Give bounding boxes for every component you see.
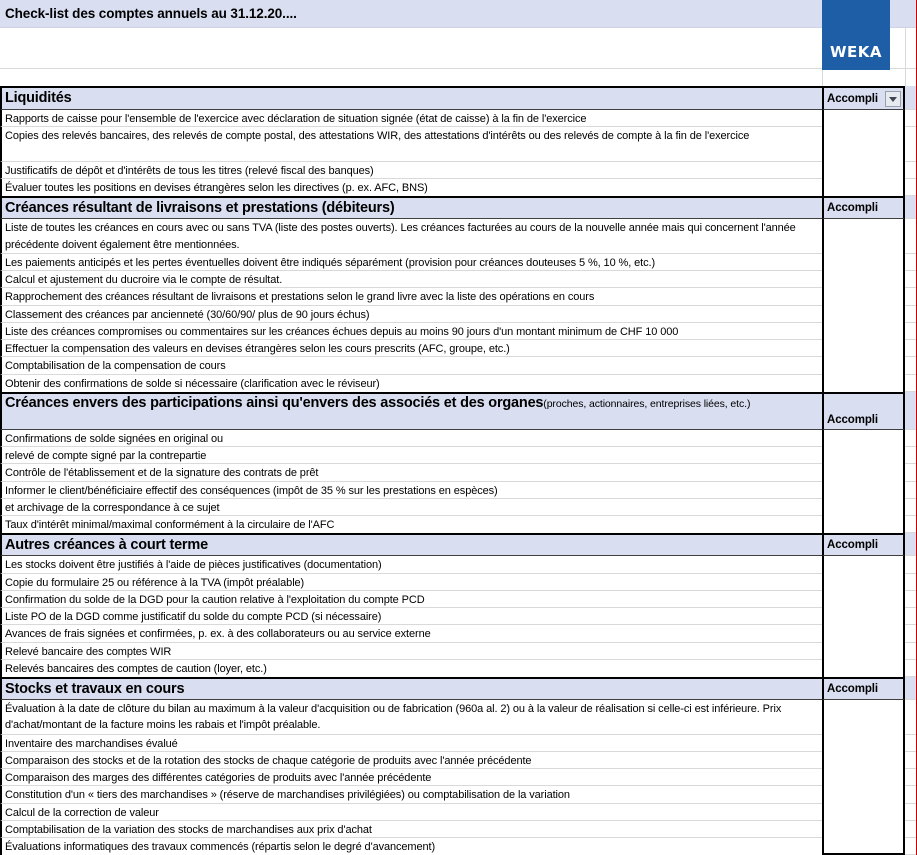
item-text: Calcul de la correction de valeur	[0, 804, 822, 821]
item-text: Rapprochement des créances résultant de livraisons et prestations selon le grand livre avec la liste des opérations en cours	[0, 288, 822, 305]
status-cell[interactable]	[822, 786, 905, 803]
status-label: Accompli	[827, 683, 878, 695]
item-text: Comptabilisation de la variation des stocks de marchandises aux prix d'achat	[0, 821, 822, 838]
section-title: Créances résultant de livraisons et prestations (débiteurs)	[5, 200, 395, 217]
sliver-cell	[905, 196, 917, 219]
title-bar	[0, 0, 916, 28]
section-header-creances-debiteurs	[0, 196, 917, 219]
item-text: Relevé bancaire des comptes WIR	[0, 643, 822, 660]
status-cell[interactable]	[822, 162, 905, 179]
gridline-horizontal	[0, 68, 916, 69]
sliver-cell	[905, 574, 917, 591]
item-text: Liste PO de la DGD comme justificatif du solde du compte PCD (si nécessaire)	[0, 608, 822, 625]
sliver-cell	[905, 288, 917, 305]
checklist-item-row	[0, 306, 917, 323]
item-text: Liste de toutes les créances en cours avec ou sans TVA (liste des postes ouverts). Les créances facturées au cours de la nouvelle année mais qui concernent l'année précédente doivent également être mentionnées.	[0, 219, 822, 254]
status-cell[interactable]	[822, 700, 905, 735]
status-header-cell[interactable]	[822, 196, 905, 219]
sliver-cell	[905, 375, 917, 392]
status-cell[interactable]	[822, 499, 905, 516]
status-cell[interactable]	[822, 447, 905, 464]
checklist-item-row	[0, 516, 917, 533]
item-text: Relevés bancaires des comptes de caution (loyer, etc.)	[0, 660, 822, 677]
status-cell[interactable]	[822, 625, 905, 642]
spacer-row	[0, 28, 916, 86]
status-header-cell[interactable]	[822, 392, 905, 430]
weka-logo	[822, 0, 890, 70]
sliver-cell	[905, 556, 917, 573]
checklist-item-row	[0, 219, 917, 254]
sliver-cell	[905, 179, 917, 196]
checklist-item-row	[0, 162, 917, 179]
item-text: Confirmations de solde signées en original ou	[0, 430, 822, 447]
item-text: Les paiements anticipés et les pertes éventuelles doivent être indiqués séparément (provision pour créances douteuses 5 %, 10 %, etc.)	[0, 254, 822, 271]
status-cell[interactable]	[822, 608, 905, 625]
status-cell[interactable]	[822, 821, 905, 838]
sliver-cell	[905, 323, 917, 340]
sliver-cell	[905, 254, 917, 271]
sliver-cell	[905, 219, 917, 254]
status-cell[interactable]	[822, 660, 905, 677]
checklist-item-row	[0, 769, 917, 786]
status-cell[interactable]	[822, 804, 905, 821]
item-text: Avances de frais signées et confirmées, p. ex. à des collaborateurs ou au service externe	[0, 625, 822, 642]
sliver-cell	[905, 752, 917, 769]
checklist-item-row	[0, 821, 917, 838]
checklist-item-row	[0, 430, 917, 447]
section-header-creances-participations	[0, 392, 917, 430]
section-title-cell	[0, 86, 822, 110]
checklist-item-row	[0, 591, 917, 608]
status-cell[interactable]	[822, 591, 905, 608]
sliver-cell	[905, 608, 917, 625]
item-text: Calcul et ajustement du ducroire via le compte de résultat.	[0, 271, 822, 288]
checklist-item-row	[0, 323, 917, 340]
section-header-liquidites	[0, 86, 917, 110]
checklist-item-row	[0, 375, 917, 392]
status-cell[interactable]	[822, 556, 905, 573]
checklist-item-row	[0, 271, 917, 288]
checklist-item-row	[0, 735, 917, 752]
status-cell[interactable]	[822, 430, 905, 447]
status-cell[interactable]	[822, 179, 905, 196]
status-cell[interactable]	[822, 574, 905, 591]
checklist-item-row	[0, 254, 917, 271]
sliver-cell	[905, 700, 917, 735]
section-title: Créances envers des participations ainsi qu'envers des associés et des organes	[5, 394, 544, 411]
status-cell[interactable]	[822, 375, 905, 392]
checklist-item-row	[0, 700, 917, 735]
section-title-cell	[0, 677, 822, 700]
item-text: Liste des créances compromises ou commentaires sur les créances échues depuis au moins 90 jours d'un montant minimum de CHF 10 000	[0, 323, 822, 340]
sliver-cell	[905, 430, 917, 447]
status-cell[interactable]	[822, 306, 905, 323]
item-text: Inventaire des marchandises évalué	[0, 735, 822, 752]
status-cell[interactable]	[822, 271, 905, 288]
status-cell[interactable]	[822, 464, 905, 481]
status-cell[interactable]	[822, 110, 905, 127]
item-text: relevé de compte signé par la contrepartie	[0, 447, 822, 464]
sliver-cell	[905, 643, 917, 660]
checklist-item-row	[0, 838, 917, 855]
status-cell[interactable]	[822, 516, 905, 533]
page-title: Check-list des comptes annuels au 31.12.20....	[5, 6, 297, 21]
sliver-cell	[905, 838, 917, 855]
sliver-cell	[905, 769, 917, 786]
checklist-item-row	[0, 660, 917, 677]
item-text: Classement des créances par ancienneté (30/60/90/ plus de 90 jours échus)	[0, 306, 822, 323]
status-cell[interactable]	[822, 838, 905, 855]
checklist-item-row	[0, 179, 917, 196]
status-cell[interactable]	[822, 735, 905, 752]
checklist-item-row	[0, 786, 917, 803]
checklist-item-row	[0, 482, 917, 499]
item-text: Informer le client/bénéficiaire effectif des conséquences (impôt de 35 % sur les prestations en espèces)	[0, 482, 822, 499]
sliver-cell	[905, 340, 917, 357]
sliver-cell	[905, 357, 917, 374]
status-header-cell[interactable]	[822, 533, 905, 556]
status-cell[interactable]	[822, 482, 905, 499]
status-cell[interactable]	[822, 643, 905, 660]
status-cell[interactable]	[822, 254, 905, 271]
status-cell[interactable]	[822, 769, 905, 786]
sliver-cell	[905, 464, 917, 481]
checklist-item-row	[0, 110, 917, 127]
status-cell[interactable]	[822, 288, 905, 305]
item-text: Évaluations informatiques des travaux commencés (répartis selon le degré d'avancement)	[0, 838, 822, 855]
sliver-cell	[905, 482, 917, 499]
sliver-cell	[905, 306, 917, 323]
sliver-cell	[905, 162, 917, 179]
status-cell[interactable]	[822, 127, 905, 162]
sliver-cell	[905, 735, 917, 752]
sliver-cell	[905, 677, 917, 700]
section-title: Liquidités	[5, 90, 72, 106]
checklist-item-row	[0, 608, 917, 625]
checklist-item-row	[0, 643, 917, 660]
sliver-cell	[905, 110, 917, 127]
item-text: Constitution d'un « tiers des marchandises » (réserve de marchandises privilégiées) ou comptabilisation de la variation	[0, 786, 822, 803]
sliver-cell	[905, 127, 917, 162]
checklist-item-row	[0, 574, 917, 591]
sliver-cell	[905, 625, 917, 642]
checklist-item-row	[0, 357, 917, 374]
checklist-item-row	[0, 288, 917, 305]
status-label: Accompli	[827, 413, 878, 426]
checklist-item-row	[0, 447, 917, 464]
item-text: Les stocks doivent être justifiés à l'aide de pièces justificatives (documentation)	[0, 556, 822, 573]
status-cell[interactable]	[822, 340, 905, 357]
checklist-item-row	[0, 625, 917, 642]
checklist-item-row	[0, 340, 917, 357]
item-text: Obtenir des confirmations de solde si nécessaire (clarification avec le réviseur)	[0, 375, 822, 392]
section-title-cell	[0, 392, 822, 430]
checklist-item-row	[0, 127, 917, 162]
section-title-cell	[0, 196, 822, 219]
checklist-item-row	[0, 804, 917, 821]
item-text: Copie du formulaire 25 ou référence à la TVA (impôt préalable)	[0, 574, 822, 591]
sliver-cell	[905, 591, 917, 608]
item-text: Justificatifs de dépôt et d'intérêts de tous les titres (relevé fiscal des banques)	[0, 162, 822, 179]
sliver-cell	[905, 533, 917, 556]
sliver-cell	[905, 821, 917, 838]
gridline-vertical	[905, 28, 906, 86]
item-text: Rapports de caisse pour l'ensemble de l'exercice avec déclaration de situation signée (état de caisse) à la fin de l'exercice	[0, 110, 822, 127]
filter-dropdown-button[interactable]	[885, 91, 901, 107]
chevron-down-icon	[889, 97, 897, 102]
section-title-suffix: (proches, actionnaires, entreprises liées, etc.)	[543, 397, 751, 410]
item-text: Taux d'intérêt minimal/maximal conformément à la circulaire de l'AFC	[0, 516, 822, 533]
sliver-cell	[905, 660, 917, 677]
section-title-cell	[0, 533, 822, 556]
status-label: Accompli	[827, 539, 878, 552]
status-cell[interactable]	[822, 323, 905, 340]
status-cell[interactable]	[822, 752, 905, 769]
sliver-cell	[905, 86, 917, 110]
sliver-cell	[905, 516, 917, 533]
status-label: Accompli	[827, 92, 878, 105]
checklist-item-row	[0, 556, 917, 573]
sliver-cell	[905, 271, 917, 288]
item-text: Évaluer toutes les positions en devises étrangères selon les directives (p. ex. AFC, BNS)	[0, 179, 822, 196]
checklist-item-row	[0, 499, 917, 516]
status-header-cell[interactable]	[822, 677, 905, 700]
item-text: Effectuer la compensation des valeurs en devises étrangères selon les cours prescrits (AFC, groupe, etc.)	[0, 340, 822, 357]
section-title: Autres créances à court terme	[5, 537, 208, 554]
item-text: Contrôle de l'établissement et de la signature des contrats de prêt	[0, 464, 822, 481]
item-text: Confirmation du solde de la DGD pour la caution relative à l'exploitation du compte PCD	[0, 591, 822, 608]
item-text: Évaluation à la date de clôture du bilan au maximum à la valeur d'acquisition ou de fabrication (960a al. 2) ou à la valeur de réalisation si celle-ci est inférieure. Prix d'achat/montant de la facture moins les rabais et l'impôt préalable.	[0, 700, 822, 735]
item-text: Comparaison des marges des différentes catégories de produits avec l'année précédente	[0, 769, 822, 786]
sliver-cell	[905, 499, 917, 516]
status-cell[interactable]	[822, 219, 905, 254]
item-text: Copies des relevés bancaires, des relevés de compte postal, des attestations WIR, des attestations d'intérêts ou des relevés de compte à la fin de l'exercice	[0, 127, 822, 162]
status-header-cell[interactable]	[822, 86, 905, 110]
sliver-cell	[905, 786, 917, 803]
item-text: Comparaison des stocks et de la rotation des stocks de chaque catégorie de produits avec l'année précédente	[0, 752, 822, 769]
checklist-item-row	[0, 464, 917, 481]
sliver-cell	[905, 447, 917, 464]
section-header-autres-creances	[0, 533, 917, 556]
sliver-cell	[905, 804, 917, 821]
item-text: et archivage de la correspondance à ce sujet	[0, 499, 822, 516]
section-header-stocks	[0, 677, 917, 700]
status-label: Accompli	[827, 202, 878, 215]
sliver-cell	[905, 392, 917, 430]
checklist-item-row	[0, 752, 917, 769]
item-text: Comptabilisation de la compensation de cours	[0, 357, 822, 374]
status-cell[interactable]	[822, 357, 905, 374]
section-title: Stocks et travaux en cours	[5, 681, 185, 697]
weka-logo-text: WEKA	[829, 43, 883, 61]
